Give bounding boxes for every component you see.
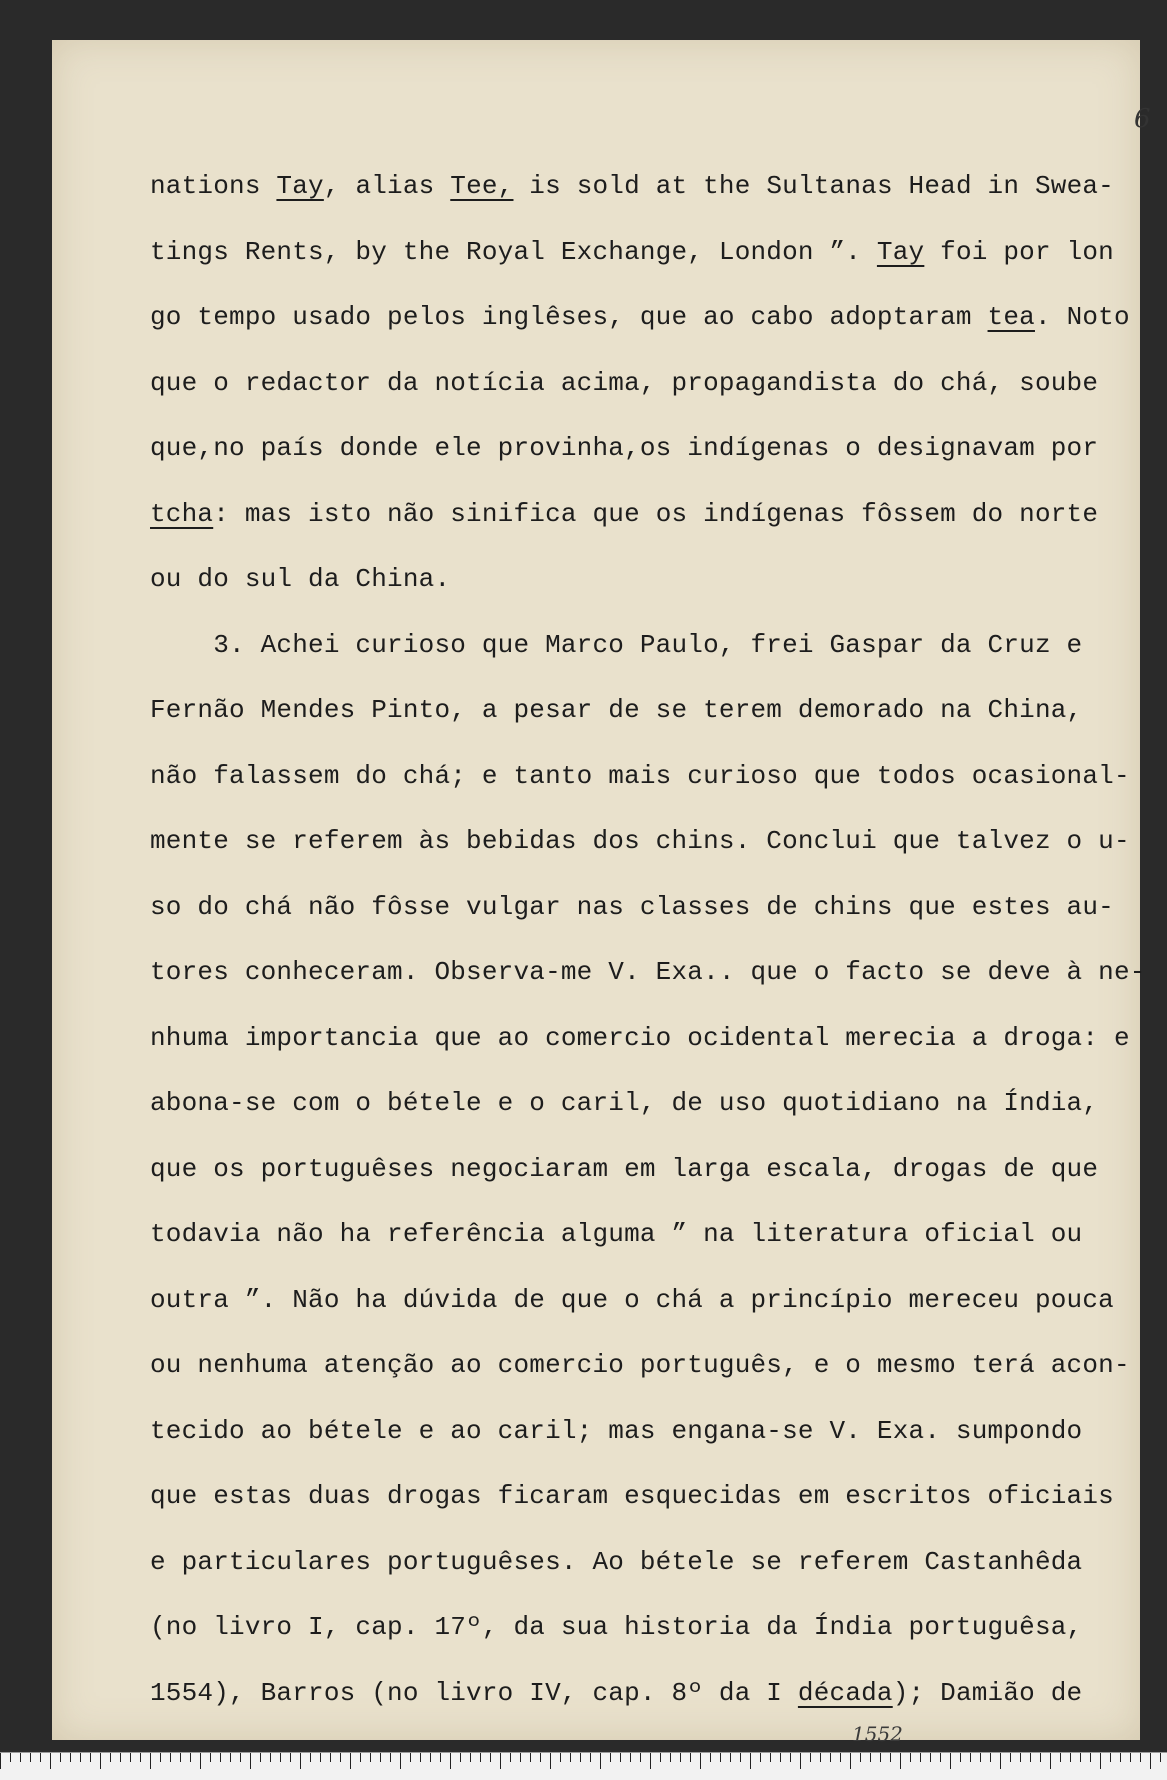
text-line	[150, 1137, 1167, 1203]
text-segment: abona-se com o bétele e o caril, de uso quotidiano na Índia,	[150, 1088, 1099, 1118]
text-line	[150, 547, 1167, 613]
text-segment: go tempo usado pelos inglêses, que ao cabo adoptaram	[150, 302, 988, 332]
text-line	[150, 1333, 1167, 1399]
text-segment: . Noto	[1034, 302, 1130, 332]
text-segment: mente se referem às bebidas dos chins. Conclui que talvez o u-	[150, 826, 1130, 856]
text-segment: que o redactor da notícia acima, propagandista do chá, soube	[150, 367, 1099, 398]
document-page	[52, 40, 1151, 1746]
text-line	[150, 613, 1167, 679]
text-segment: que,no país donde ele provinha,os indígenas o designavam por	[150, 433, 1099, 463]
text-segment: ou nenhuma atenção ao comercio português, e o mesmo terá acon-	[150, 1350, 1130, 1380]
text-segment: ou do sul da China.	[150, 564, 451, 594]
text-line	[150, 1399, 1167, 1465]
text-segment: não falassem do chá; e tanto mais curioso que todos ocasional-	[150, 760, 1130, 791]
text-line	[150, 416, 1167, 482]
underlined-text: Tay	[876, 236, 925, 267]
text-segment: tores conheceram. Observa-me V. Exa.. que o facto se deve à ne-	[150, 957, 1146, 987]
text-segment: que estas duas drogas ficaram esquecidas em escritos oficiais	[150, 1481, 1114, 1511]
text-line	[150, 154, 1167, 220]
text-segment: todavia não ha referência alguma ” na literatura oficial ou	[150, 1219, 1083, 1249]
page-number: 6	[1134, 104, 1151, 134]
text-segment: 3. Achei curioso que Marco Paulo, frei Gaspar da Cruz e	[150, 629, 1083, 660]
text-segment: 1554), Barros (no livro IV, cap. 8º da I	[150, 1677, 798, 1708]
text-line	[150, 220, 1167, 286]
text-segment: foi por lon	[924, 236, 1114, 267]
text-line	[150, 1530, 1167, 1596]
text-segment: que os portuguêses negociaram em larga escala, drogas de que	[150, 1153, 1099, 1184]
text-line	[150, 1268, 1167, 1334]
text-segment: , alias	[323, 171, 451, 201]
text-line	[150, 809, 1167, 875]
text-segment: outra ”. Não ha dúvida de que o chá a princípio mereceu pouca	[150, 1284, 1114, 1315]
text-line	[150, 1071, 1167, 1137]
underlined-text: década	[797, 1677, 893, 1708]
text-line	[150, 1202, 1167, 1268]
typed-text-body	[150, 154, 1167, 1726]
text-segment: tecido ao bétele e ao caril; mas engana-se V. Exa. sumpondo	[150, 1415, 1083, 1446]
text-line	[150, 1661, 1167, 1727]
text-segment: nhuma importancia que ao comercio ocidental merecia a droga: e	[150, 1022, 1130, 1053]
text-line	[150, 678, 1167, 744]
text-segment: e particulares portuguêses. Ao bétele se referem Castanhêda	[150, 1546, 1083, 1577]
text-line	[150, 1006, 1167, 1072]
text-line	[150, 875, 1167, 941]
text-segment: Fernão Mendes Pinto, a pesar de se terem demorado na China,	[150, 695, 1083, 725]
underlined-text: tcha	[150, 498, 214, 529]
handwritten-annotation: 1552	[852, 1722, 903, 1746]
text-line	[150, 1464, 1167, 1530]
text-line	[150, 1595, 1167, 1661]
text-segment: is sold at the Sultanas Head in Swea-	[513, 171, 1114, 201]
text-line	[150, 744, 1167, 810]
text-segment: nations	[150, 171, 277, 201]
underlined-text: tea	[987, 302, 1035, 332]
text-line	[150, 940, 1167, 1006]
underlined-text: Tay	[276, 171, 324, 201]
text-segment: (no livro I, cap. 17º, da sua historia da Índia portuguêsa,	[150, 1612, 1083, 1642]
text-line	[150, 285, 1167, 351]
measurement-ruler	[0, 1752, 1167, 1780]
text-segment: ); Damião de	[892, 1677, 1083, 1708]
text-line	[150, 351, 1167, 417]
text-segment: : mas isto não sinifica que os indígenas fôssem do norte	[213, 498, 1099, 529]
text-line	[150, 482, 1167, 548]
text-segment: tings Rents, by the Royal Exchange, London ”.	[150, 236, 877, 267]
underlined-text: Tee,	[450, 171, 514, 201]
text-segment: so do chá não fôsse vulgar nas classes de chins que estes au-	[150, 891, 1114, 922]
